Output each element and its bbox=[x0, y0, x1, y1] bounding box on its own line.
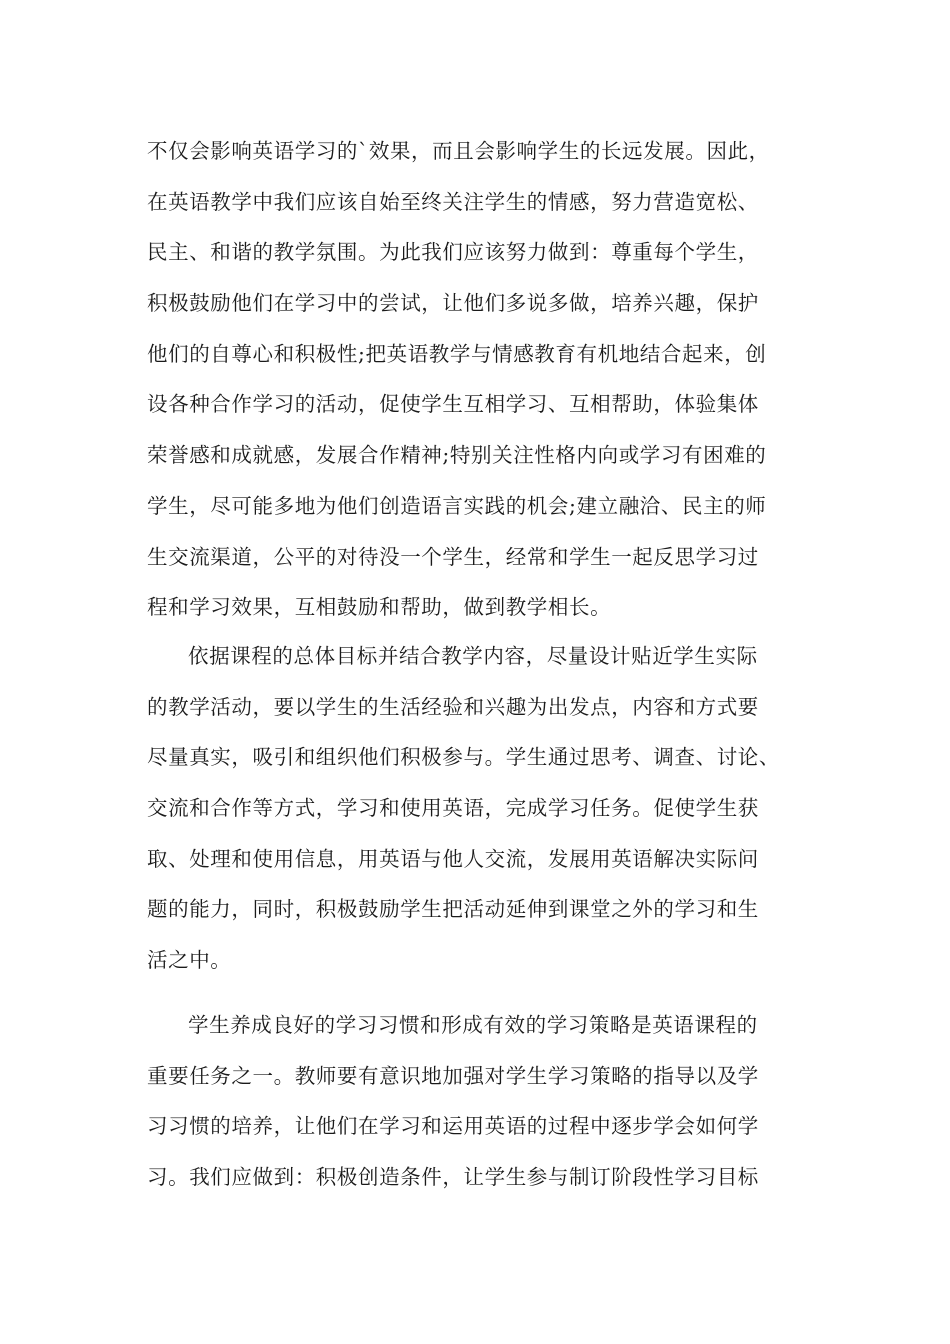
text-line: 活之中。 bbox=[147, 948, 232, 973]
text-line: 积极鼓励他们在学习中的尝试，让他们多说多做，培养兴趣，保护 bbox=[147, 291, 759, 316]
text-line: 他们的自尊心和积极性;把英语教学与情感教育有机地结合起来，创 bbox=[147, 341, 767, 366]
text-line: 荣誉感和成就感，发展合作精神;特别关注性格内向或学习有困难的 bbox=[147, 443, 767, 468]
text-line: 的教学活动，要以学生的生活经验和兴趣为出发点，内容和方式要 bbox=[147, 694, 759, 719]
text-line: 在英语教学中我们应该自始至终关注学生的情感，努力营造宽松、 bbox=[147, 189, 759, 214]
text-line: 交流和合作等方式，学习和使用英语，完成学习任务。促使学生获 bbox=[147, 796, 759, 821]
text-line: 设各种合作学习的活动，促使学生互相学习、互相帮助，体验集体 bbox=[147, 392, 759, 417]
paragraph-teaching-activities bbox=[147, 631, 827, 986]
text-line: 重要任务之一。教师要有意识地加强对学生学习策略的指导以及学 bbox=[147, 1063, 759, 1088]
text-line: 取、处理和使用信息，用英语与他人交流，发展用英语解决实际问 bbox=[147, 846, 759, 871]
paragraph-emotional-teaching bbox=[147, 126, 827, 633]
text-line: 学生，尽可能多地为他们创造语言实践的机会;建立融洽、民主的师 bbox=[147, 493, 767, 518]
text-line: 不仅会影响英语学习的`效果，而且会影响学生的长远发展。因此， bbox=[147, 139, 770, 163]
text-line: 程和学习效果，互相鼓励和帮助，做到教学相长。 bbox=[147, 595, 612, 620]
text-line: 题的能力，同时，积极鼓励学生把活动延伸到课堂之外的学习和生 bbox=[147, 897, 759, 922]
paragraph-learning-strategies bbox=[147, 1000, 827, 1203]
text-line: 学生养成良好的学习习惯和形成有效的学习策略是英语课程的 bbox=[188, 1013, 758, 1037]
text-line: 尽量真实，吸引和组织他们积极参与。学生通过思考、调查、讨论、 bbox=[147, 745, 780, 770]
text-line: 生交流渠道，公平的对待没一个学生，经常和学生一起反思学习过 bbox=[147, 544, 759, 569]
text-line: 民主、和谐的教学氛围。为此我们应该努力做到：尊重每个学生， bbox=[147, 240, 759, 265]
text-line: 习。我们应做到：积极创造条件，让学生参与制订阶段性学习目标 bbox=[147, 1165, 759, 1190]
text-line: 依据课程的总体目标并结合教学内容，尽量设计贴近学生实际 bbox=[188, 644, 758, 668]
text-line: 习习惯的培养，让他们在学习和运用英语的过程中逐步学会如何学 bbox=[147, 1114, 759, 1139]
